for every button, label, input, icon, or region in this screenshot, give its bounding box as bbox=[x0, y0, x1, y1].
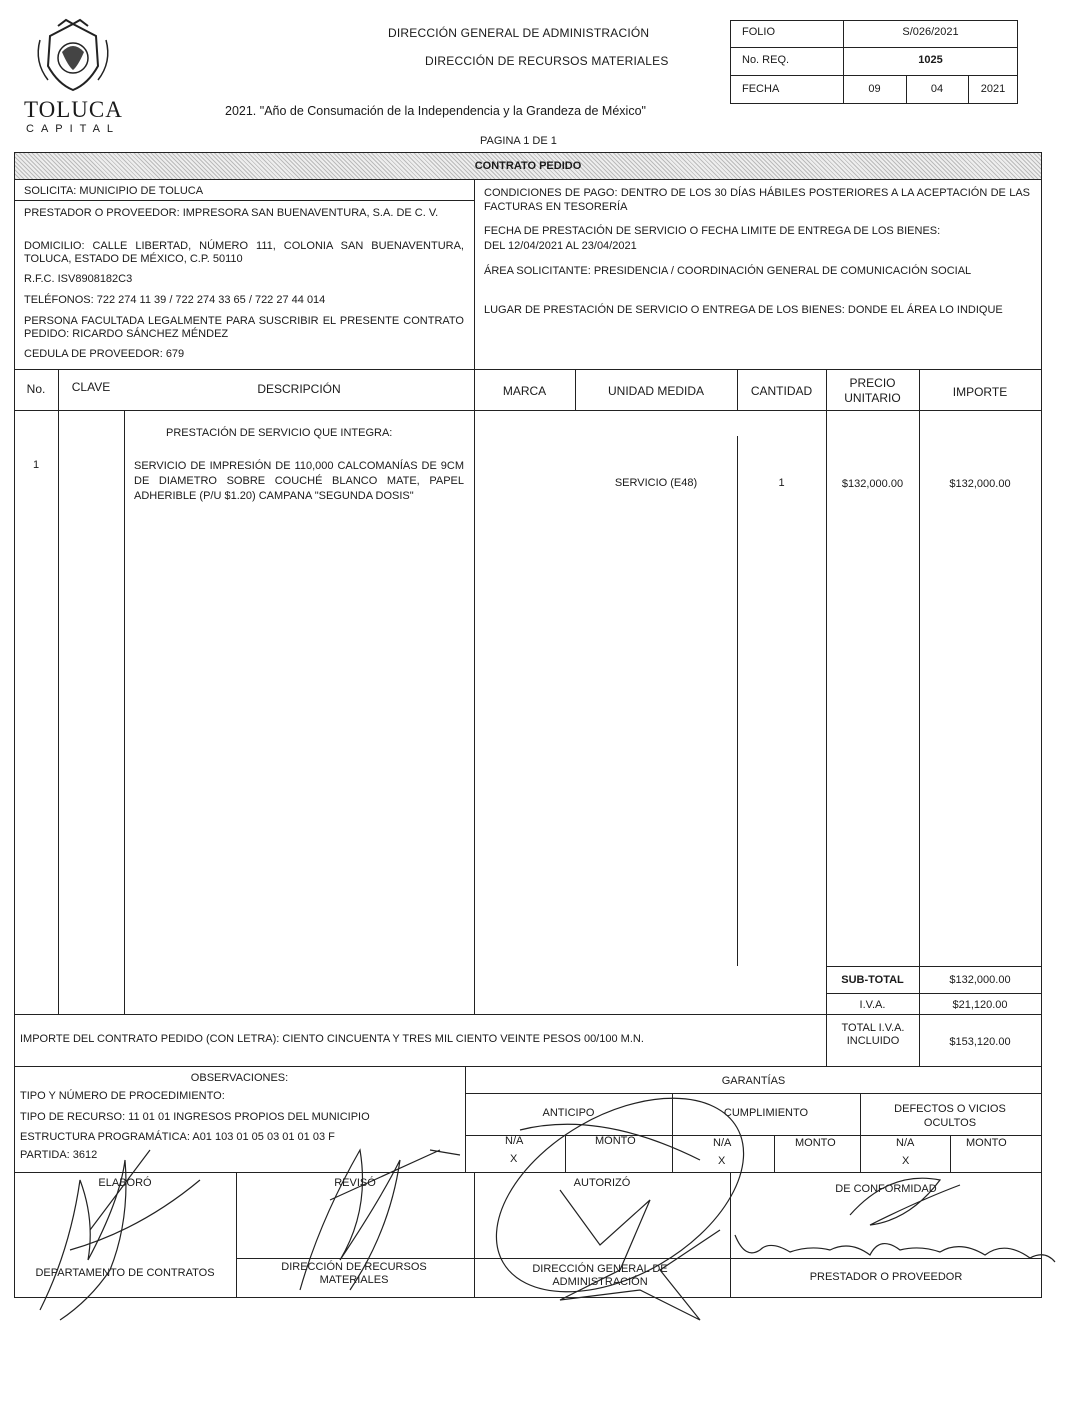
defectos-monto: MONTO bbox=[966, 1137, 1007, 1149]
total-value: $153,120.00 bbox=[949, 1036, 1011, 1048]
dep-contratos: DEPARTAMENTO DE CONTRATOS bbox=[35, 1267, 215, 1279]
logo-sub: CAPITAL bbox=[26, 123, 121, 135]
iva-value: $21,120.00 bbox=[952, 999, 1008, 1011]
defectos-na: N/A bbox=[896, 1137, 915, 1149]
conformidad-label: DE CONFORMIDAD bbox=[835, 1183, 937, 1195]
fecha-label: FECHA bbox=[742, 83, 780, 95]
garantias-title: GARANTÍAS bbox=[721, 1075, 786, 1087]
item-cantidad: 1 bbox=[778, 477, 785, 489]
subtotal-value: $132,000.00 bbox=[949, 974, 1011, 986]
tipo-recurso: TIPO DE RECURSO: 11 01 01 INGRESOS PROPIOS DEL MUNICIPIO bbox=[20, 1111, 370, 1123]
elaboro-label: ELABORÓ bbox=[98, 1177, 152, 1189]
fecha-prestacion-value: DEL 12/04/2021 AL 23/04/2021 bbox=[484, 240, 637, 252]
fecha-prestacion-label: FECHA DE PRESTACIÓN DE SERVICIO O FECHA LIMITE DE ENTREGA DE LOS BIENES: bbox=[484, 225, 941, 237]
cumplimiento-x: X bbox=[718, 1155, 726, 1167]
section-title: PRESTACIÓN DE SERVICIO QUE INTEGRA: bbox=[166, 427, 393, 439]
total-label: TOTAL I.V.A. INCLUIDO bbox=[841, 1022, 905, 1047]
folio-label: FOLIO bbox=[742, 26, 776, 38]
fecha-month: 04 bbox=[930, 83, 944, 95]
req-value: 1025 bbox=[918, 54, 943, 66]
importe-letra: IMPORTE DEL CONTRATO PEDIDO (CON LETRA): CIENTO CINCUENTA Y TRES MIL CIENTO VEINTE PESOS 00/100 M.N. bbox=[20, 1033, 644, 1045]
banner-title: CONTRATO PEDIDO bbox=[474, 160, 582, 172]
condiciones-pago: CONDICIONES DE PAGO: DENTRO DE LOS 30 DÍAS HÁBILES POSTERIORES A LA ACEPTACIÓN DE LAS FACTURAS EN TESORERÍA bbox=[484, 187, 1030, 213]
col-descripcion: DESCRIPCIÓN bbox=[257, 382, 341, 396]
solicita: SOLICITA: MUNICIPIO DE TOLUCA bbox=[24, 185, 204, 197]
col-precio: PRECIO UNITARIO bbox=[844, 376, 901, 405]
col-clave: CLAVE bbox=[71, 380, 111, 394]
partida: PARTIDA: 3612 bbox=[20, 1149, 98, 1161]
persona-facultada: PERSONA FACULTADA LEGALMENTE PARA SUSCRIBIR EL PRESENTE CONTRATO PEDIDO: RICARDO SÁNCHEZ MÉNDEZ bbox=[24, 315, 464, 340]
dep-recursos: DIRECCIÓN DE RECURSOS MATERIALES bbox=[281, 1261, 427, 1286]
fecha-year: 2021 bbox=[980, 83, 1006, 95]
item-no: 1 bbox=[33, 459, 40, 471]
domicilio: DOMICILIO: CALLE LIBERTAD, NÚMERO 111, COLONIA SAN BUENAVENTURA, TOLUCA, ESTADO DE MÉXICO, C.P. 50110 bbox=[24, 240, 464, 265]
anticipo-na: N/A bbox=[505, 1135, 524, 1147]
col-no: No. bbox=[26, 382, 46, 396]
defectos-label: DEFECTOS O VICIOS OCULTOS bbox=[894, 1103, 1006, 1129]
col-importe: IMPORTE bbox=[952, 385, 1008, 399]
autorizo-label: AUTORIZÓ bbox=[573, 1177, 631, 1189]
dep-proveedor: PRESTADOR O PROVEEDOR bbox=[809, 1271, 963, 1283]
cedula: CEDULA DE PROVEEDOR: 679 bbox=[24, 348, 185, 360]
rfc: R.F.C. ISV8908182C3 bbox=[24, 273, 133, 285]
header-line1: DIRECCIÓN GENERAL DE ADMINISTRACIÓN bbox=[388, 26, 650, 40]
cumplimiento-na: N/A bbox=[713, 1137, 732, 1149]
subtotal-label: SUB-TOTAL bbox=[841, 974, 904, 986]
observaciones-title: OBSERVACIONES: bbox=[190, 1072, 289, 1084]
item-precio: $132,000.00 bbox=[841, 478, 904, 490]
req-label: No. REQ. bbox=[742, 54, 790, 66]
telefonos: TELÉFONOS: 722 274 11 39 / 722 274 33 65 / 722 27 44 014 bbox=[24, 294, 326, 306]
lugar-prestacion: LUGAR DE PRESTACIÓN DE SERVICIO O ENTREGA DE LOS BIENES: DONDE EL ÁREA LO INDIQUE bbox=[484, 304, 1003, 316]
iva-label: I.V.A. bbox=[859, 999, 886, 1011]
item-unidad: SERVICIO (E48) bbox=[614, 477, 698, 489]
estructura-programatica: ESTRUCTURA PROGRAMÁTICA: A01 103 01 05 03 01 01 03 F bbox=[20, 1131, 335, 1143]
anticipo-label: ANTICIPO bbox=[542, 1107, 595, 1119]
header-line2: DIRECCIÓN DE RECURSOS MATERIALES bbox=[425, 54, 669, 68]
header-motto: 2021. "Año de Consumación de la Independencia y la Grandeza de México" bbox=[225, 104, 646, 118]
col-unidad: UNIDAD MEDIDA bbox=[607, 384, 704, 398]
item-importe: $132,000.00 bbox=[949, 478, 1011, 490]
anticipo-monto: MONTO bbox=[595, 1135, 636, 1147]
fecha-day: 09 bbox=[868, 83, 881, 95]
area-solicitante: ÁREA SOLICITANTE: PRESIDENCIA / COORDINACIÓN GENERAL DE COMUNICACIÓN SOCIAL bbox=[484, 265, 972, 277]
defectos-x: X bbox=[902, 1155, 910, 1167]
reviso-label: REVISÓ bbox=[334, 1177, 376, 1189]
item-descripcion: SERVICIO DE IMPRESIÓN DE 110,000 CALCOMANÍAS DE 9CM DE DIAMETRO SOBRE COUCHÉ BLANCO MATE, PAPEL ADHERIBLE (P/U $1.20) CAMPANA "SEGUNDA DOSIS" bbox=[134, 460, 464, 502]
tipo-numero: TIPO Y NÚMERO DE PROCEDIMIENTO: bbox=[20, 1090, 225, 1102]
folio-value: S/026/2021 bbox=[902, 26, 959, 38]
col-marca: MARCA bbox=[502, 384, 547, 398]
anticipo-x: X bbox=[510, 1153, 518, 1165]
col-cantidad: CANTIDAD bbox=[750, 384, 813, 398]
dep-administracion: DIRECCIÓN GENERAL DE ADMINISTRACIÓN bbox=[532, 1263, 668, 1288]
cumplimiento-label: CUMPLIMIENTO bbox=[723, 1107, 809, 1119]
prestador: PRESTADOR O PROVEEDOR: IMPRESORA SAN BUENAVENTURA, S.A. DE C. V. bbox=[24, 207, 439, 219]
page-number: PAGINA 1 DE 1 bbox=[480, 135, 557, 147]
cumplimiento-monto: MONTO bbox=[795, 1137, 836, 1149]
logo-name: TOLUCA bbox=[24, 97, 123, 122]
